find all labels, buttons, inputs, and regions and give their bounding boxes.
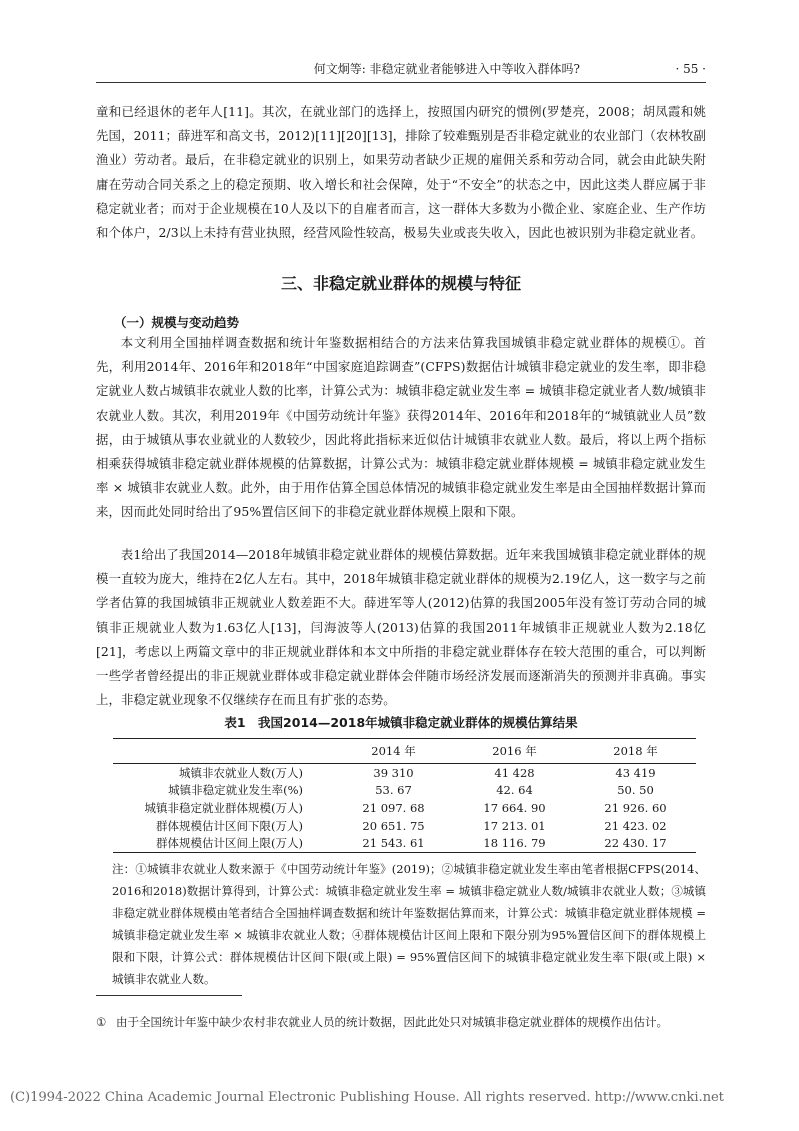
running-header — [96, 58, 706, 83]
table-cell: 43 419 — [615, 765, 656, 780]
table-cell: 22 430. 17 — [604, 836, 667, 851]
estimate-table — [113, 738, 696, 853]
footnote-divider — [96, 995, 242, 996]
footnote-marker: ① — [96, 1015, 107, 1029]
table-cell: 21 926. 60 — [604, 800, 667, 815]
table-cell: 18 116. 79 — [483, 836, 546, 851]
body-paragraph-2: 本文利用全国抽样调查数据和统计年鉴数据相结合的方法来估算我国城镇非稳定就业群体的规模①。首先，利用2014年、2016年和2018年“中国家庭追踪调查”(CFPS)数据估计城镇非稳定就业的发生率，即非稳定就业人数占城镇非农就业人数的比率，计算公式为：城镇非稳定就业发生率 = 城镇非稳定就业者人数/城镇非农就业人数。其次，利用2019年《中国劳动统计年鉴》获得2014年、2016年和2018年的“城镇就业人员”数据，由于城镇从事农业就业的人数较少，因此将此指标来近似估计城镇非农就业人数。最后，将以上两个指标相乘获得城镇非稳定就业群体规模的估算数据，计算公式为：城镇非稳定就业群体规模 = 城镇非稳定就业发生率 × 城镇非农就业人数。此外，由于用作估算全国总体情况的城镇非稳定就业发生率是由全国抽样数据计算而来，因而此处同时给出了95%置信区间下的非稳定就业群体规模上限和下限。 — [96, 335, 706, 520]
body-paragraph-1: 童和已经退休的老年人[11]。其次，在就业部门的选择上，按照国内研究的惯例(罗楚亮，2008；胡凤霞和姚先国，2011；薛进军和高文书，2012)[11][20][13]，排除了较难甄别是否非稳定就业的农业部门（农林牧副渔业）劳动者。最后，在非稳定就业的识别上，如果劳动者缺少正规的雇佣关系和劳动合同，就会由此缺失附庸在劳动合同关系之上的稳定预期、收入增长和社会保障，处于“不安全”的状态之中，因此这类人群应属于非稳定就业者；而对于企业规模在10人及以下的自雇者而言，这一群体大多数为小微企业、家庭企业、生产作坊和个体户，2/3以上未持有营业执照，经营风险性较高，极易失业或丧失收入，因此也被识别为非稳定就业者。 — [96, 104, 706, 241]
table-header-cell: 2018 年 — [613, 744, 658, 758]
footnote-text: 由于全国统计年鉴中缺少农村非农就业人员的统计数据，因此此处只对城镇非稳定就业群体的规模作出估计。 — [116, 1015, 668, 1029]
table-cell: 21 097. 68 — [362, 800, 425, 815]
page-number: · 55 · — [675, 62, 706, 76]
table-cell: 41 428 — [494, 765, 535, 780]
row-label: 城镇非稳定就业发生率(%) — [168, 783, 303, 798]
table-cell: 20 651. 75 — [362, 818, 425, 833]
table-cell: 17 664. 90 — [483, 800, 546, 815]
section-title: 三、非稳定就业群体的规模与特征 — [280, 274, 521, 293]
table-row — [113, 764, 696, 782]
table-header-cell: 2014 年 — [371, 744, 416, 758]
table-cell: 21 543. 61 — [362, 836, 425, 851]
copyright-line: (C)1994-2022 China Academic Journal Electronic Publishing House. All rights reserved. http://www.cnki.net — [10, 1090, 724, 1105]
table-row — [113, 799, 696, 817]
table-row — [113, 834, 696, 852]
table-cell: 53. 67 — [375, 783, 412, 798]
table-row — [113, 817, 696, 835]
table-cell: 50. 50 — [617, 783, 654, 798]
header-title: 何文炯等: 非稳定就业者能够进入中等收入群体吗? — [313, 62, 580, 76]
table-cell: 17 213. 01 — [483, 818, 546, 833]
row-label: 群体规模估计区间下限(万人) — [156, 818, 303, 833]
table-cell: 21 423. 02 — [604, 818, 667, 833]
table-row — [113, 782, 696, 800]
table-header-row — [113, 739, 696, 764]
row-label: 城镇非稳定就业群体规模(万人) — [144, 800, 303, 815]
table-cell: 42. 64 — [496, 783, 533, 798]
row-label: 城镇非农就业人数(万人) — [179, 765, 303, 780]
table-header-cell — [113, 739, 333, 764]
table-cell: 39 310 — [373, 765, 414, 780]
body-paragraph-3: 表1给出了我国2014—2018年城镇非稳定就业群体的规模估算数据。近年来我国城镇非稳定就业群体的规模一直较为庞大，维持在2亿人左右。其中，2018年城镇非稳定就业群体的规模为2.19亿人，这一数字与之前学者估算的我国城镇非正规就业人数差距不大。薛进军等人(2012)估算的我国2005年没有签订劳动合同的城镇非正规就业人数为1.63亿人[13]，闫海波等人(2013)估算的我国2011年城镇非正规就业人数为2.18亿[21]，考虑以上两篇文章中的非正规就业群体和本文中所指的非稳定就业群体存在较大范围的重合，可以判断一些学者曾经提出的非正规就业群体或非稳定就业群体会伴随市场经济发展而逐渐消失的预测并非真确。事实上，非稳定就业现象不仅继续存在而且有扩张的态势。 — [96, 547, 706, 708]
footnote — [96, 1013, 706, 1031]
table-header-cell: 2016 年 — [492, 744, 537, 758]
subsection-title: （一）规模与变动趋势 — [114, 315, 240, 330]
table-caption: 表1 我国2014—2018年城镇非稳定就业群体的规模估算结果 — [224, 715, 578, 730]
row-label: 群体规模估计区间上限(万人) — [156, 836, 303, 851]
table-note: 注：①城镇非农就业人数来源于《中国劳动统计年鉴》(2019)；②城镇非稳定就业发生率由笔者根据CFPS(2014、2016和2018)数据计算得到，计算公式：城镇非稳定就业发生率 = 城镇非稳定就业人数/城镇非农就业人数；③城镇非稳定就业群体规模由笔者结合全国抽样调查数据和统计年鉴数据估算而来，计算公式：城镇非稳定就业群体规模 = 城镇非稳定就业发生率 × 城镇非农就业人数；④群体规模估计区间上限和下限分别为95%置信区间下的群体规模上限和下限，计算公式：群体规模估计区间下限(或上限) = 95%置信区间下的城镇非稳定就业发生率下限(或上限) × 城镇非农就业人数。 — [112, 862, 706, 986]
